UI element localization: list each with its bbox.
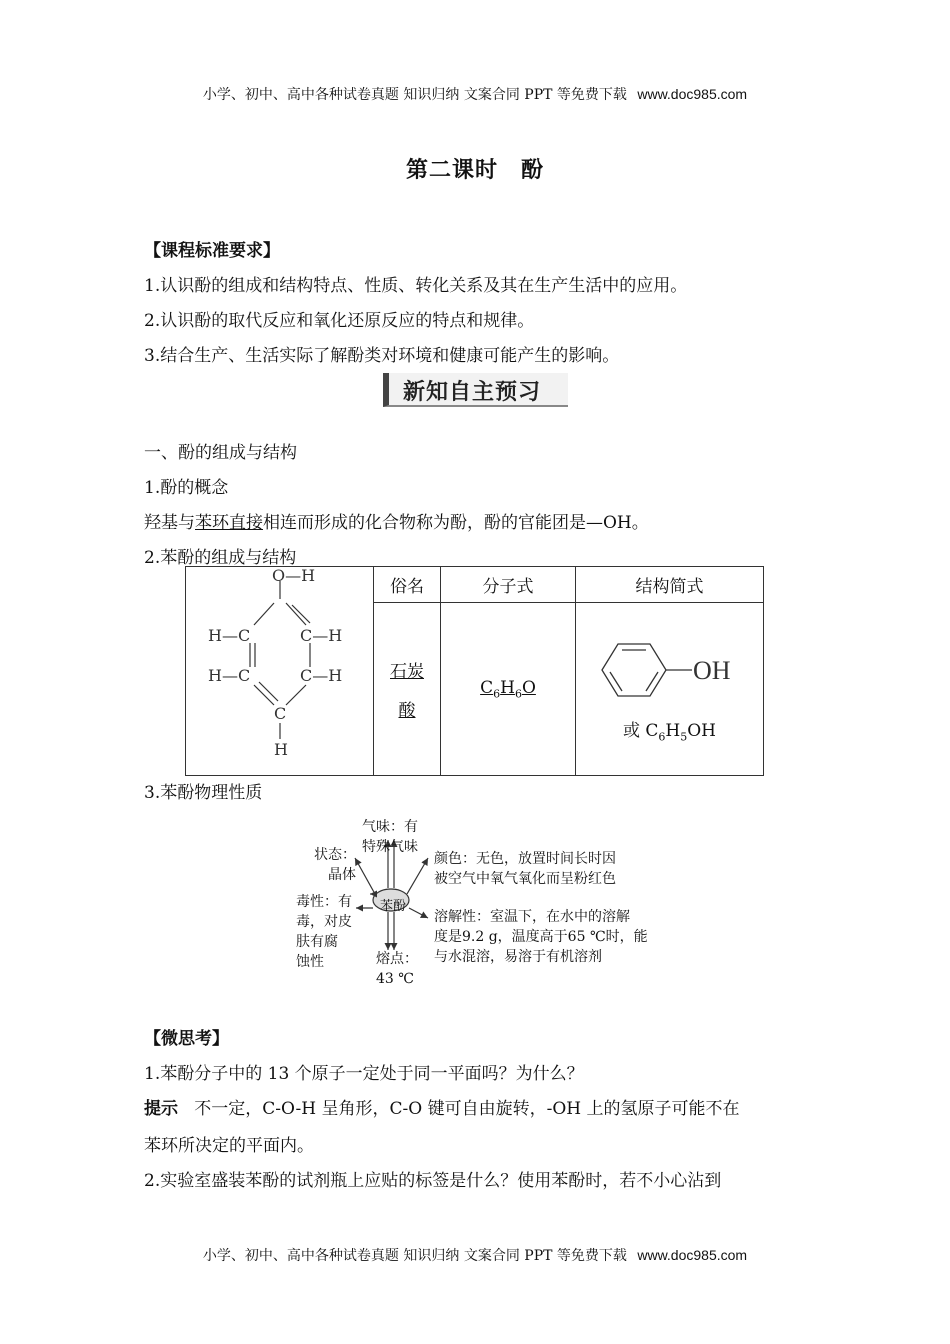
hint-line-1 — [144, 1094, 740, 1119]
hint-label: 提示 — [144, 1099, 178, 1119]
footer-text: 小学、初中、高中各种试卷真题 知识归纳 文案合同 PPT 等免费下载 — [202, 1248, 627, 1264]
header-structure: 结构简式 — [576, 567, 764, 603]
concept-heading: 1.酚的概念 — [144, 478, 229, 498]
atom-bottom-c: C — [274, 704, 287, 723]
atom-left1: H—C — [208, 626, 251, 645]
header-text: 小学、初中、高中各种试卷真题 知识归纳 文案合同 PPT 等免费下载 — [202, 87, 627, 103]
banner-label: 新知自主预习 — [403, 380, 542, 405]
phenol-ring-icon — [580, 634, 760, 704]
header-common-name: 俗名 — [374, 567, 441, 603]
standard-item-2: 2.认识酚的取代反应和氧化还原反应的特点和规律。 — [144, 311, 535, 331]
melting-line1: 熔点： — [376, 951, 418, 967]
odor-line1: 气味：有 — [362, 819, 418, 835]
toxicity-block — [296, 892, 352, 972]
melting-block — [376, 949, 418, 989]
common-name-line2: 酸 — [398, 701, 416, 722]
micro-question-1: 1.苯酚分子中的 13 个原子一定处于同一平面吗？为什么？ — [144, 1064, 584, 1084]
atom-oh: O—H — [272, 567, 316, 585]
atom-right1: C—H — [300, 626, 343, 645]
color-line1: 颜色：无色，放置时间长时因 — [434, 851, 616, 867]
solubility-line1: 溶解性：室温下，在水中的溶解 — [434, 909, 630, 925]
state-line2: 晶体 — [328, 867, 356, 883]
solubility-block — [434, 907, 648, 967]
toxicity-line4: 蚀性 — [296, 954, 324, 970]
atom-left2: H—C — [208, 666, 251, 685]
structure-diagram-cell — [186, 567, 374, 776]
hint-line-2: 苯环所决定的平面内。 — [144, 1136, 314, 1156]
standard-item-3: 3.结合生产、生活实际了解酚类对环境和健康可能产生的影响。 — [144, 346, 620, 366]
state-block — [314, 845, 356, 885]
common-name-cell — [374, 603, 441, 776]
center-label: 苯酚 — [380, 899, 407, 914]
struct-oh-label: OH — [692, 656, 731, 686]
formula-cell — [441, 603, 576, 776]
structure-heading: 2.苯酚的组成与结构 — [144, 548, 297, 568]
micro-question-2: 2.实验室盛装苯酚的试剂瓶上应贴的标签是什么？使用苯酚时，若不小心沾到 — [144, 1171, 722, 1191]
atom-right2: C—H — [300, 666, 343, 685]
page-title: 第二课时 酚 — [405, 157, 544, 183]
standards-heading: 【课程标准要求】 — [144, 241, 280, 261]
concept-underlined: 苯环直接 — [195, 513, 263, 533]
concept-prefix: 羟基与 — [144, 513, 195, 533]
solubility-line3: 与水混溶，易溶于有机溶剂 — [434, 949, 602, 965]
alt-formula: 或 $C_6H_5OH$ — [622, 721, 716, 744]
hint-text-1: 不一定，C-O-H 呈角形，C-O 键可自由旋转，-OH 上的氢原子可能不在 — [194, 1099, 740, 1119]
micro-heading: 【微思考】 — [144, 1029, 229, 1049]
odor-line2: 特殊气味 — [362, 839, 418, 855]
toxicity-line1: 毒性：有 — [296, 894, 352, 910]
page-footer — [0, 1245, 950, 1265]
section1-heading: 一、酚的组成与结构 — [144, 443, 297, 463]
color-line2: 被空气中氧气氧化而呈粉红色 — [434, 871, 616, 887]
section-banner — [383, 373, 568, 407]
concept-text — [144, 508, 649, 533]
solubility-line2: 度是9.2 g，温度高于65 ℃时，能 — [434, 929, 648, 945]
toxicity-line2: 毒，对皮 — [296, 914, 352, 930]
phenol-kekule-diagram — [186, 567, 373, 775]
phenol-structure-table — [185, 566, 764, 776]
molecular-formula: $C_6H_6O$ — [480, 677, 536, 701]
state-line1: 状态： — [314, 847, 356, 863]
melting-line2: 43 ℃ — [376, 971, 414, 987]
concept-suffix: 相连而形成的化合物称为酚，酚的官能团是—OH。 — [263, 513, 649, 533]
common-name-line1: 石炭 — [390, 662, 424, 683]
page-header — [0, 84, 950, 104]
structure-cell — [576, 603, 764, 776]
header-formula: 分子式 — [441, 567, 576, 603]
physical-heading: 3.苯酚物理性质 — [144, 783, 263, 803]
atom-bottom-h: H — [274, 740, 288, 759]
odor-block — [362, 817, 418, 857]
header-url[interactable]: www.doc985.com — [637, 86, 748, 102]
toxicity-line3: 肤有腐 — [296, 934, 338, 950]
color-block — [434, 849, 616, 889]
standard-item-1: 1.认识酚的组成和结构特点、性质、转化关系及其在生产生活中的应用。 — [144, 276, 688, 296]
footer-url[interactable]: www.doc985.com — [637, 1247, 748, 1263]
